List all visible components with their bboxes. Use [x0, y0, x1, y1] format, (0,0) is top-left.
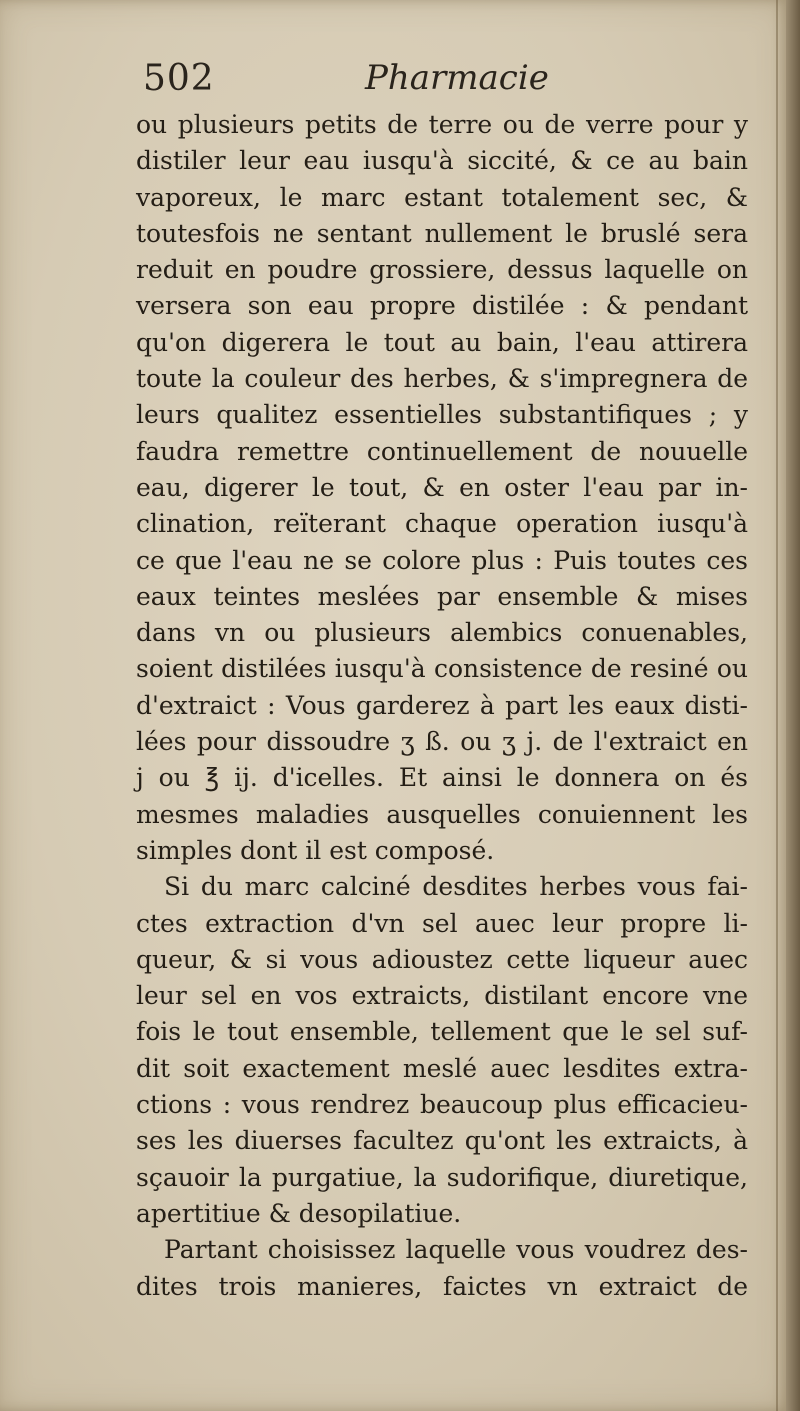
text-line: leurs qualitez essentielles substantifiques ; y: [136, 400, 748, 430]
text-line: mesmes maladies ausquelles conuiennent les: [136, 799, 748, 829]
text-line: versera son eau propre distilée : & pendant: [136, 291, 748, 321]
text-line: ce que l'eau ne se colore plus : Puis toutes ces: [136, 545, 748, 575]
text-line: sçauoir la purgatiue, la sudorifique, diuretique,: [136, 1162, 748, 1192]
text-line: dit soit exactement meslé auec lesdites extra-: [136, 1053, 748, 1083]
text-line: faudra remettre continuellement de nouuelle: [136, 436, 748, 466]
text-line: reduit en poudre grossiere, dessus laquelle on: [136, 255, 748, 285]
text-line: eaux teintes meslées par ensemble & mises: [136, 581, 748, 611]
text-line: vaporeux, le marc estant totalement sec, &: [136, 182, 748, 212]
text-line: leur sel en vos extraicts, distilant encore vne: [136, 981, 748, 1011]
text-line-paragraph-end: apertitiue & desopilatiue.: [136, 1198, 462, 1228]
text-line: ses les diuerses facultez qu'ont les extraicts, à: [136, 1126, 748, 1156]
body-text: [136, 107, 748, 1305]
page-fold-line: [776, 0, 778, 1411]
text-line: dans vn ou plusieurs alembics conuenables,: [136, 618, 748, 648]
running-head: Pharmacie: [365, 58, 549, 98]
text-line: ou plusieurs petits de terre ou de verre pour y: [136, 110, 748, 139]
text-line: toutesfois ne sentant nullement le bruslé sera: [136, 218, 748, 248]
text-line: soient distilées iusqu'à consistence de resiné ou: [136, 654, 748, 684]
text-line: j ou ℥ ij. d'icelles. Et ainsi le donnera on és: [136, 763, 748, 793]
text-line: eau, digerer le tout, & en oster l'eau par in-: [136, 472, 748, 502]
text-line: queur, & si vous adioustez cette liqueur auec: [136, 944, 748, 974]
text-line: fois le tout ensemble, tellement que le sel suf-: [136, 1017, 748, 1047]
text-line: dites trois manieres, faictes vn extraict de: [136, 1271, 748, 1301]
text-line: qu'on digerera le tout au bain, l'eau attirera: [136, 327, 748, 357]
text-line: clination, reïterant chaque operation iusqu'à: [136, 509, 748, 539]
text-line: distiler leur eau iusqu'à siccité, & ce au bain: [136, 146, 748, 176]
page-header: [143, 58, 743, 108]
text-line: ctions : vous rendrez beaucoup plus efficacieu-: [136, 1090, 748, 1120]
text-line-paragraph-end: simples dont il est composé.: [136, 835, 495, 865]
text-line: lées pour dissoudre ʒ ß. ou ʒ j. de l'extraict en: [136, 727, 748, 757]
text-line: d'extraict : Vous garderez à part les eaux disti-: [136, 690, 748, 720]
text-line-paragraph-start: Si du marc calciné desdites herbes vous fai-: [164, 872, 748, 902]
book-gutter: [786, 0, 800, 1411]
text-line-paragraph-start: Partant choisissez laquelle vous voudrez des-: [164, 1235, 748, 1265]
text-line: ctes extraction d'vn sel auec leur propre li-: [136, 908, 748, 938]
page-number: 502: [143, 58, 215, 99]
text-line: toute la couleur des herbes, & s'impregnera de: [136, 364, 748, 394]
